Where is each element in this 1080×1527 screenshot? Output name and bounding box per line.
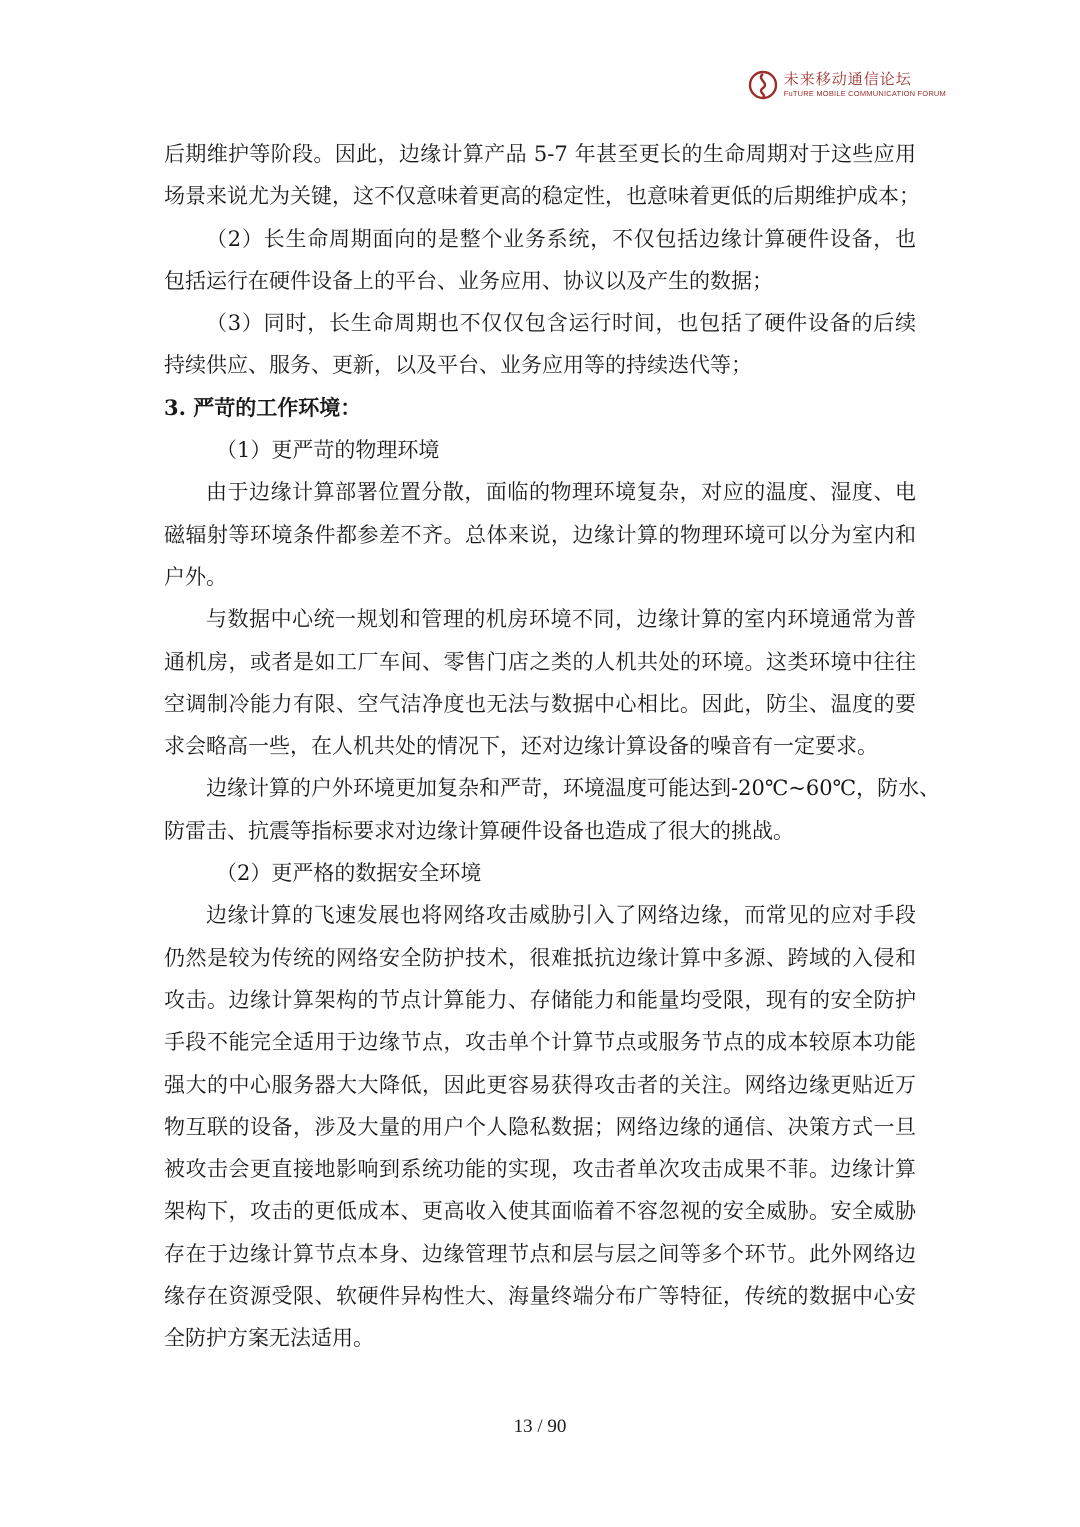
text-line: 求会略高一些，在人机共处的情况下，还对边缘计算设备的噪音有一定要求。 — [164, 734, 878, 759]
text-line: 持续供应、服务、更新，以及平台、业务应用等的持续迭代等； — [164, 353, 752, 378]
subsection-heading: （1）更严苛的物理环境 — [216, 438, 440, 463]
text-line: 边缘计算的户外环境更加复杂和严苛，环境温度可能达到-20℃~60℃，防水、 — [206, 776, 941, 801]
document-body — [164, 133, 941, 1360]
page-header — [748, 70, 946, 100]
text-line: 存在于边缘计算节点本身、边缘管理节点和层与层之间等多个环节。此外网络边 — [164, 1241, 916, 1266]
text-line: 防雷击、抗震等指标要求对边缘计算硬件设备也造成了很大的挑战。 — [164, 818, 794, 843]
text-line: 边缘计算的飞速发展也将网络攻击威胁引入了网络边缘，而常见的应对手段 — [206, 903, 916, 928]
list-item-2: （2）长生命周期面向的是整个业务系统，不仅包括边缘计算硬件设备，也 — [206, 226, 916, 251]
forum-logo-icon — [748, 70, 778, 100]
text-line: 物互联的设备，涉及大量的用户个人隐私数据；网络边缘的通信、决策方式一旦 — [164, 1114, 916, 1139]
list-item-3: （3）同时，长生命周期也不仅仅包含运行时间，也包括了硬件设备的后续 — [206, 311, 916, 336]
text-line: 被攻击会更直接地影响到系统功能的实现，攻击者单次攻击成果不菲。边缘计算 — [164, 1157, 916, 1182]
org-name-en: FuTURE MOBILE COMMUNICATION FORUM — [783, 89, 946, 99]
text-line: 场景来说尤为关键，这不仅意味着更高的稳定性，也意味着更低的后期维护成本； — [164, 184, 920, 209]
text-line: 磁辐射等环境条件都参差不齐。总体来说，边缘计算的物理环境可以分为室内和 — [164, 522, 916, 547]
text-line: 空调制冷能力有限、空气洁净度也无法与数据中心相比。因此，防尘、温度的要 — [164, 691, 916, 716]
text-line: 通机房，或者是如工厂车间、零售门店之类的人机共处的环境。这类环境中往往 — [164, 649, 916, 674]
text-line: 户外。 — [164, 564, 227, 589]
page-number: 13 / 90 — [513, 1416, 567, 1437]
text-line: 后期维护等阶段。因此，边缘计算产品 5-7 年甚至更长的生命周期对于这些应用 — [164, 142, 916, 166]
text-line: 攻击。边缘计算架构的节点计算能力、存储能力和能量均受限，现有的安全防护 — [164, 987, 916, 1012]
text-line: 由于边缘计算部署位置分散，面临的物理环境复杂，对应的温度、湿度、电 — [206, 480, 916, 505]
text-line: 全防护方案无法适用。 — [164, 1326, 374, 1351]
section-heading: 3. 严苛的工作环境： — [164, 394, 362, 420]
text-line: 架构下，攻击的更低成本、更高收入使其面临着不容忽视的安全威胁。安全威胁 — [164, 1199, 916, 1224]
text-line: 缘存在资源受限、软硬件异构性大、海量终端分布广等特征，传统的数据中心安 — [164, 1284, 916, 1309]
text-line: 包括运行在硬件设备上的平台、业务应用、协议以及产生的数据； — [164, 268, 773, 293]
text-line: 强大的中心服务器大大降低，因此更容易获得攻击者的关注。网络边缘更贴近万 — [164, 1072, 916, 1097]
text-line: 手段不能完全适用于边缘节点，攻击单个计算节点或服务节点的成本较原本功能 — [164, 1030, 916, 1055]
subsection-heading: （2）更严格的数据安全环境 — [216, 861, 482, 886]
text-line: 与数据中心统一规划和管理的机房环境不同，边缘计算的室内环境通常为普 — [206, 607, 916, 632]
text-line: 仍然是较为传统的网络安全防护技术，很难抵抗边缘计算中多源、跨域的入侵和 — [164, 945, 916, 970]
org-name-cn: 未来移动通信论坛 — [783, 70, 912, 89]
